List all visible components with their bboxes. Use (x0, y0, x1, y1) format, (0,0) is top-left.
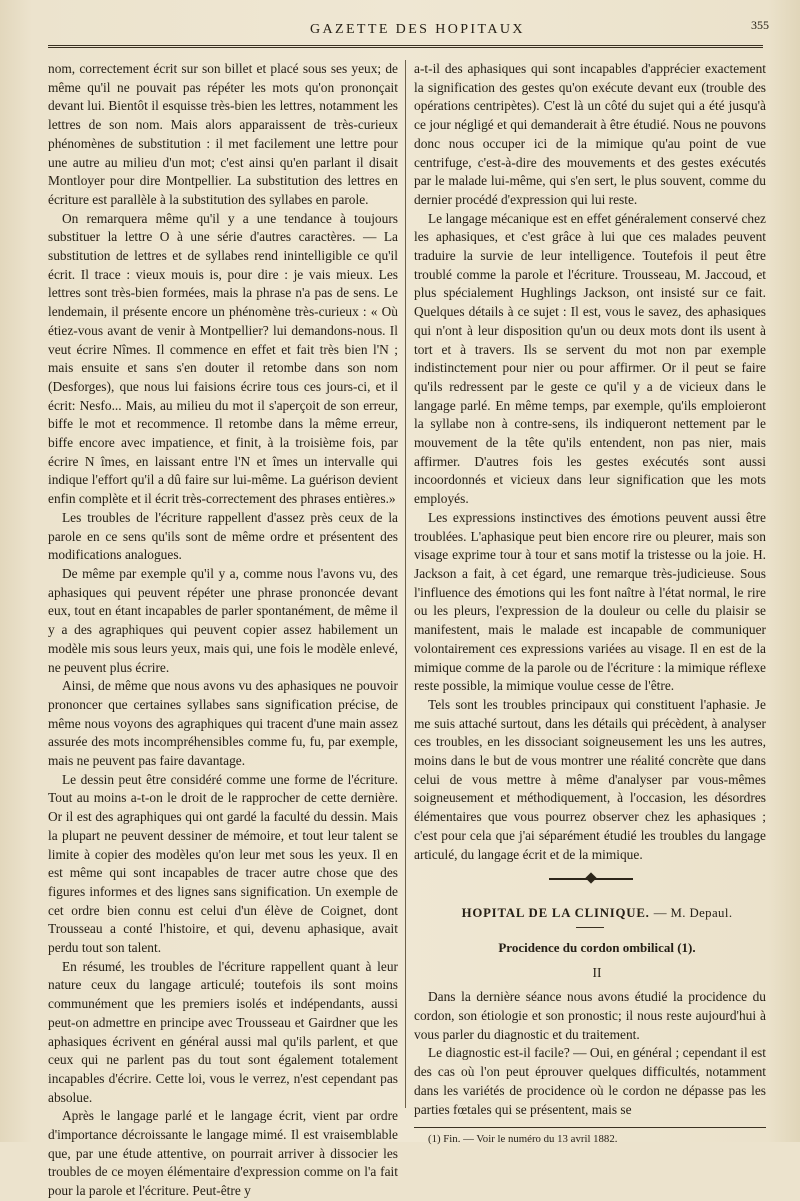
short-rule (414, 923, 766, 933)
header-double-rule (48, 45, 763, 48)
page-number: 355 (751, 18, 769, 32)
paragraph: Dans la dernière séance nous avons étudié la procidence du cordon, son étiologie et son pronostic; il nous reste aujourd'hui à vous parler du diagnostic et du traitement. (414, 989, 766, 1042)
paragraph: Après le langage parlé et le langage écrit, vient par ordre d'importance décroissante le langage mimé. Il est vraisemblable que, par une étude attentive, on pourrait arriver à dissocier les troubles de ce moyen élémentaire d'expression comme on l'a fait pour la parole et l'écriture. Peut-être y (48, 1108, 398, 1199)
left-column (48, 60, 398, 1201)
paragraph: a-t-il des aphasiques qui sont incapables d'apprécier exactement la signification des gestes qu'on exécute devant eux (trouble des opérations centripètes). C'est là un côté du sujet qui a été jusqu'à ce jour négligé et qui demanderait à être étudié. Nous ne pouvons donc nous occuper ici de la mimique qu'au point de vue centrifuge, c'est-à-dire des mouvements et des gestes exécutés par le malade lui-même, qui s'en sert, le plus souvent, comme du dernier procédé d'expression qui lui reste. (414, 61, 766, 207)
paragraph: Le dessin peut être considéré comme une forme de l'écriture. Tout au moins a-t-on le droit de le rapprocher de cette dernière. Or il est des agraphiques qui ont gardé la faculté du dessin. Mais la plupart ne peuvent dessiner de mémoire, et tout leur talent se limite à copier des modèles qu'on leur met sous les yeux. Il en est même qui sont incapables de tracer autre chose que des figures informes et des lignes sans signification. Un exemple de cet ordre bien connu est celui d'un élève de Coignet, dont Trousseau a conté l'histoire, et qui, devenu aphasique, avait perdu tout son talent. (48, 771, 398, 956)
paragraph: En résumé, les troubles de l'écriture rappellent quant à leur nature ceux du langage articulé; toutefois ils sont moins communément que les premiers isolés et indépendants, aussi peut-on admettre en principe avec Trousseau et Gairdner que les aphasiques écrivent en général aussi mal qu'ils parlent, et que ceux qui ne parlent pas du tout sont également totalement incapables d'écrire. Cette loi, vous le verrez, n'est cependant pas absolue. (48, 958, 398, 1105)
paragraph: nom, correctement écrit sur son billet et placé sous ses yeux; de même qu'il ne pouvait pas répéter les mots qu'on prononçait devant lui. Bientôt il esquisse très-bien les lettres, notamment les lettres de son nom. Mais alors apparaissent de très-curieux phénomènes de substitution : il met facilement une lettre pour une autre au milieu d'un mot; c'est ainsi qu'en parlant il disait Montloyer pour dire Montpellier. La substitution des lettres en écriture est parallèle à la substitution des syllabes en parole. (48, 61, 398, 207)
ornament-diamond (585, 873, 596, 884)
subsection-title: Procidence du cordon ombilical (1). (498, 939, 696, 955)
column-divider (405, 60, 406, 1108)
paragraph: Les expressions instinctives des émotions peuvent aussi être troublées. L'aphasique peut bien encore rire ou pleurer, mais son visage exprime tour à tour et sans motif la tristesse ou la joie. H. Jackson a fait, à cet égard, une remarque très-judicieuse. Sous l'influence des émotions qui les font naître à l'état normal, le rire ou les pleurs, l'expression de la douleur ou celle du plaisir se manifestent, mais le malade est incapable de communiquer volontairement ces expressions variées au visage. Il en est de la mimique comme de la parole ou de l'écriture : la mimique réflexe reste possible, la mimique voulue cesse de l'être. (414, 509, 766, 694)
section-attribution: — M. Depaul. (653, 906, 733, 921)
paragraph: Tels sont les troubles principaux qui constituent l'aphasie. Je me suis attaché surtout, dans les détails qui précèdent, à analyser ces troubles, en les dissociant soigneusement les uns les autres, moins dans le but de vous montrer une réalité concrète que dans celui de vous mettre à même d'analyser par vous-mêmes soigneusement et méthodiquement, à l'occasion, les désordres élémentaires que vous pourrez observer chez les aphasiques ; c'est pour cela que j'ai séparément étudié les troubles du langage articulé, du langage écrit et de la mimique. (414, 696, 766, 862)
running-title: GAZETTE DES HOPITAUX (310, 22, 525, 37)
section-title: HOPITAL DE LA CLINIQUE. (461, 906, 650, 921)
paragraph: Les troubles de l'écriture rappellent d'assez près ceux de la parole en ce sens qu'ils sont de même ordre et présentent des modifications analogues. (48, 509, 398, 563)
paragraph: Le diagnostic est-il facile? — Oui, en général ; cependant il est des cas où l'on peut éprouver quelques difficultés, notamment dans les variétés de procidence où le cordon ne dépasse pas les parties fœtales qui se présentent, mais se (414, 1045, 766, 1117)
paragraph: De même par exemple qu'il y a, comme nous l'avons vu, des aphasiques qui peuvent répéter une phrase prononcée devant eux, tout en étant incapables de parler spontanément, de même il y a des agraphiques qui peuvent copier assez habilement un modèle mis sous leurs yeux, mais qui, une fois le modèle enlevé, ne peuvent plus écrire. (48, 565, 398, 675)
section-heading (414, 904, 766, 923)
footnote-rule (414, 1127, 766, 1128)
section-ornament (414, 864, 766, 894)
paragraph: Ainsi, de même que nous avons vu des aphasiques ne pouvoir prononcer que certaines syllabes sans signification précise, de même nous voyons des agraphiques qui tracent d'une main assez assurée des mots incompréhensibles comme fu, fu, par exemple, mais ne peuvent pas faire davantage. (48, 678, 398, 769)
part-numeral: II (592, 964, 602, 980)
paragraph: On remarquera même qu'il y a une tendance à toujours substituer la lettre O à une série d'autres caractères. — La substitution de lettres et de syllabes rend inintelligible ce qu'il écrit. Il trace : vieux mouis is, pour dire : je vais mieux. Les lettres sont très-bien formées, mais la phrase n'a pas de sens. Le lendemain, il présente encore un phénomène très-curieux : « Où étiez-vous avant de venir à Montpellier? lui demandons-nous. Il veut écrire Nîmes. Il commence en effet et fait très bien l'N ; mais ensuite et sans s'en douter il retombe dans son nom (Desforges), que nous lui faisions écrire tous ces jours-ci, et il écrit: Nesfo... Mais, au milieu du mot il s'aperçoit de son erreur, biffe le mot et recommence. Il retombe dans la même erreur, biffe encore avec impatience, et finit, à la troisième fois, par écrire N îmes, en laissant entre l'N et îmes un intervalle qui indique l'effort qu'il a dû faire sur lui-même. La guérison devient enfin complète et il écrit très-correctement des phrases entières.» (48, 210, 398, 507)
right-column (414, 60, 766, 1146)
paragraph: Le langage mécanique est en effet généralement conservé chez les aphasiques, et c'est grâce à lui que ces malades peuvent traduire la survie de leur intelligence. Toutefois il peut être troublé comme la parole et l'écriture. Trousseau, M. Jaccoud, et plus spécialement Hughlings Jackson, ont insisté sur ce fait. Quelques détails à ce sujet : Il est, vous le savez, des aphasiques qui n'ont à leur disposition qu'un ou deux mots dont ils usent à tort et à travers. Ils se servent du mot non par exemple indistinctement pour nier ou pour affirmer. Or il peut se faire qu'ils redressent par le geste ce qu'il y a de vicieux dans le langage parlé. En même temps, par exemple, qu'ils emploieront la syllabe non à contre-sens, ils indiqueront nettement par le mouvement de la tête qu'ils entendent, non pas nier, mais affirmer. D'autres fois les gestes exécutés sont aussi incoordonnés et vicieux dans leur signification que les mots employés. (414, 210, 766, 507)
footnote: (1) Fin. — Voir le numéro du 13 avril 1882. (428, 1133, 618, 1146)
